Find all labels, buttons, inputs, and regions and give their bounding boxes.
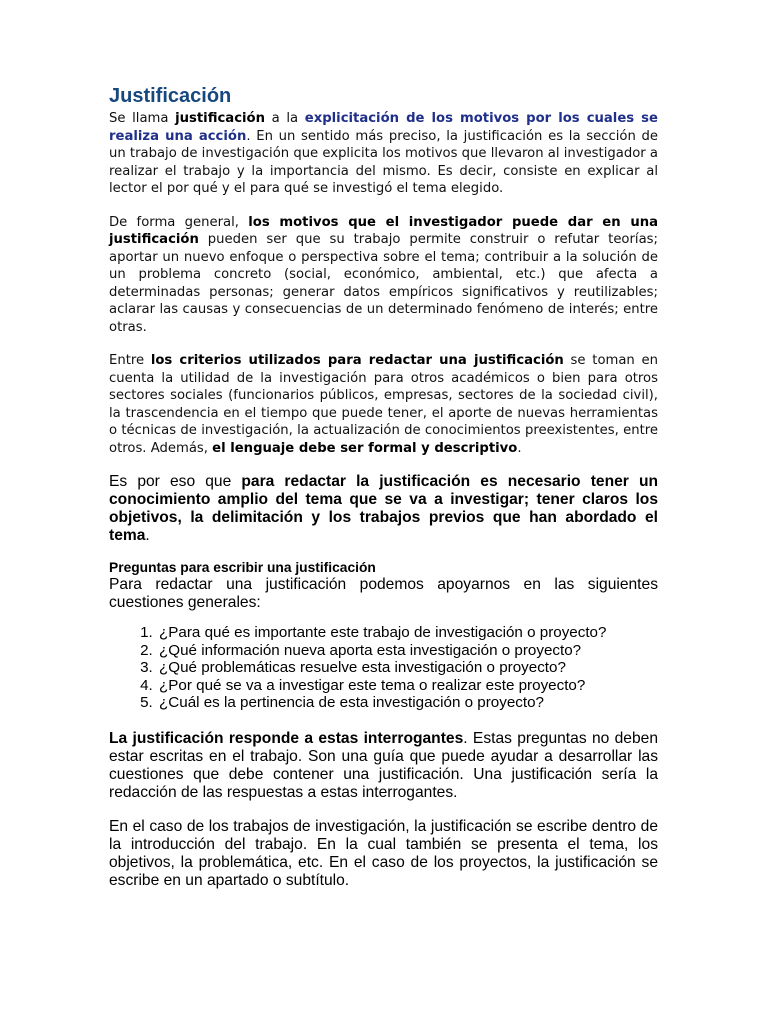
paragraph-criteria (109, 352, 658, 457)
paragraph-answers (109, 730, 658, 802)
questions-intro: Para redactar una justificación podemos apoyarnos en las siguientes cuestiones generales: (109, 576, 658, 611)
text: . En un sentido más preciso, la justificación es la sección de un trabajo de investigación que explicita los motivos que llevaron al investigador a realizar el trabajo y la importancia del mismo. Es decir, consiste en explicar al lector el por qué y el para qué se investigó el tema elegido. (109, 128, 658, 196)
bold-phrase: los motivos que el investigador puede dar en una justificación (109, 214, 658, 247)
list-item: 2. ¿Qué información nueva aporta esta investigación o proyecto? (157, 642, 658, 660)
document-page (109, 84, 658, 890)
text: se toman en cuenta la utilidad de la investigación para otros académicos o bien para otros sectores sociales (funcionarios públicos, empresas, sectores de la sociedad civil), la trascendencia en el tiempo que puede tener, el aporte de nuevas herramientas o técnicas de investigación, la actualización de conocimientos preexistentes, entre otros. Además, (109, 353, 658, 456)
list-item: 4. ¿Por qué se va a investigar este tema o realizar este proyecto? (157, 677, 658, 695)
paragraph-placement: En el caso de los trabajos de investigación, la justificación se escribe dentro de la introducción del trabajo. En la cual también se presenta el tema, los objetivos, la problemática, etc. En el caso de los proyectos, la justificación se escribe en un apartado o subtítulo. (109, 817, 658, 889)
text: . (517, 440, 522, 456)
page-title: Justificación (109, 85, 232, 107)
paragraph-definition (109, 110, 658, 198)
bold-phrase: el lenguaje debe ser formal y descriptivo (212, 440, 518, 456)
text: pueden ser que su trabajo permite construir o refutar teorías; aportar un nuevo enfoque o perspectiva sobre el tema; contribuir a la solución de un problema concreto (social, económico, ambiental, etc.) que afecta a determinadas personas; generar datos empíricos significativos y reutilizables; aclarar las causas y consecuencias de un determinado fenómeno de interés; entre otras. (109, 232, 658, 335)
bold-phrase: La justificación responde a estas interrogantes (109, 729, 464, 747)
text: a la (264, 111, 305, 126)
paragraph-knowledge (109, 473, 658, 545)
bold-phrase: para redactar la justificación es necesario tener un conocimiento amplio del tema que se va a investigar; tener claros los objetivos, la delimitación y los trabajos previos que han abordado el tema (109, 473, 659, 544)
text: . (145, 527, 150, 544)
list-item: 3. ¿Qué problemáticas resuelve esta investigación o proyecto? (157, 659, 658, 677)
text: Es por eso que (109, 473, 242, 490)
section-subheading: Preguntas para escribir una justificación (109, 560, 376, 575)
bold-term: justificación (175, 111, 265, 126)
highlighted-link[interactable]: explicitación de los motivos por los cuales se realiza una acción (109, 111, 658, 144)
bold-phrase: los criterios utilizados para redactar una justificación (150, 353, 564, 368)
text: . Estas preguntas no deben estar escritas en el trabajo. Son una guía que puede ayudar a desarrollar las cuestiones que debe contener una justificación. Una justificación sería la redacción de las respuestas a estas interrogantes. (109, 729, 658, 801)
text: Se llama (109, 111, 176, 126)
paragraph-motives (109, 214, 658, 337)
text: Entre (109, 353, 151, 368)
list-item: 1. ¿Para qué es importante este trabajo de investigación o proyecto? (157, 624, 658, 642)
text: De forma general, (109, 214, 249, 230)
list-item: 5. ¿Cuál es la pertinencia de esta investigación o proyecto? (157, 694, 658, 712)
questions-list (109, 624, 658, 712)
